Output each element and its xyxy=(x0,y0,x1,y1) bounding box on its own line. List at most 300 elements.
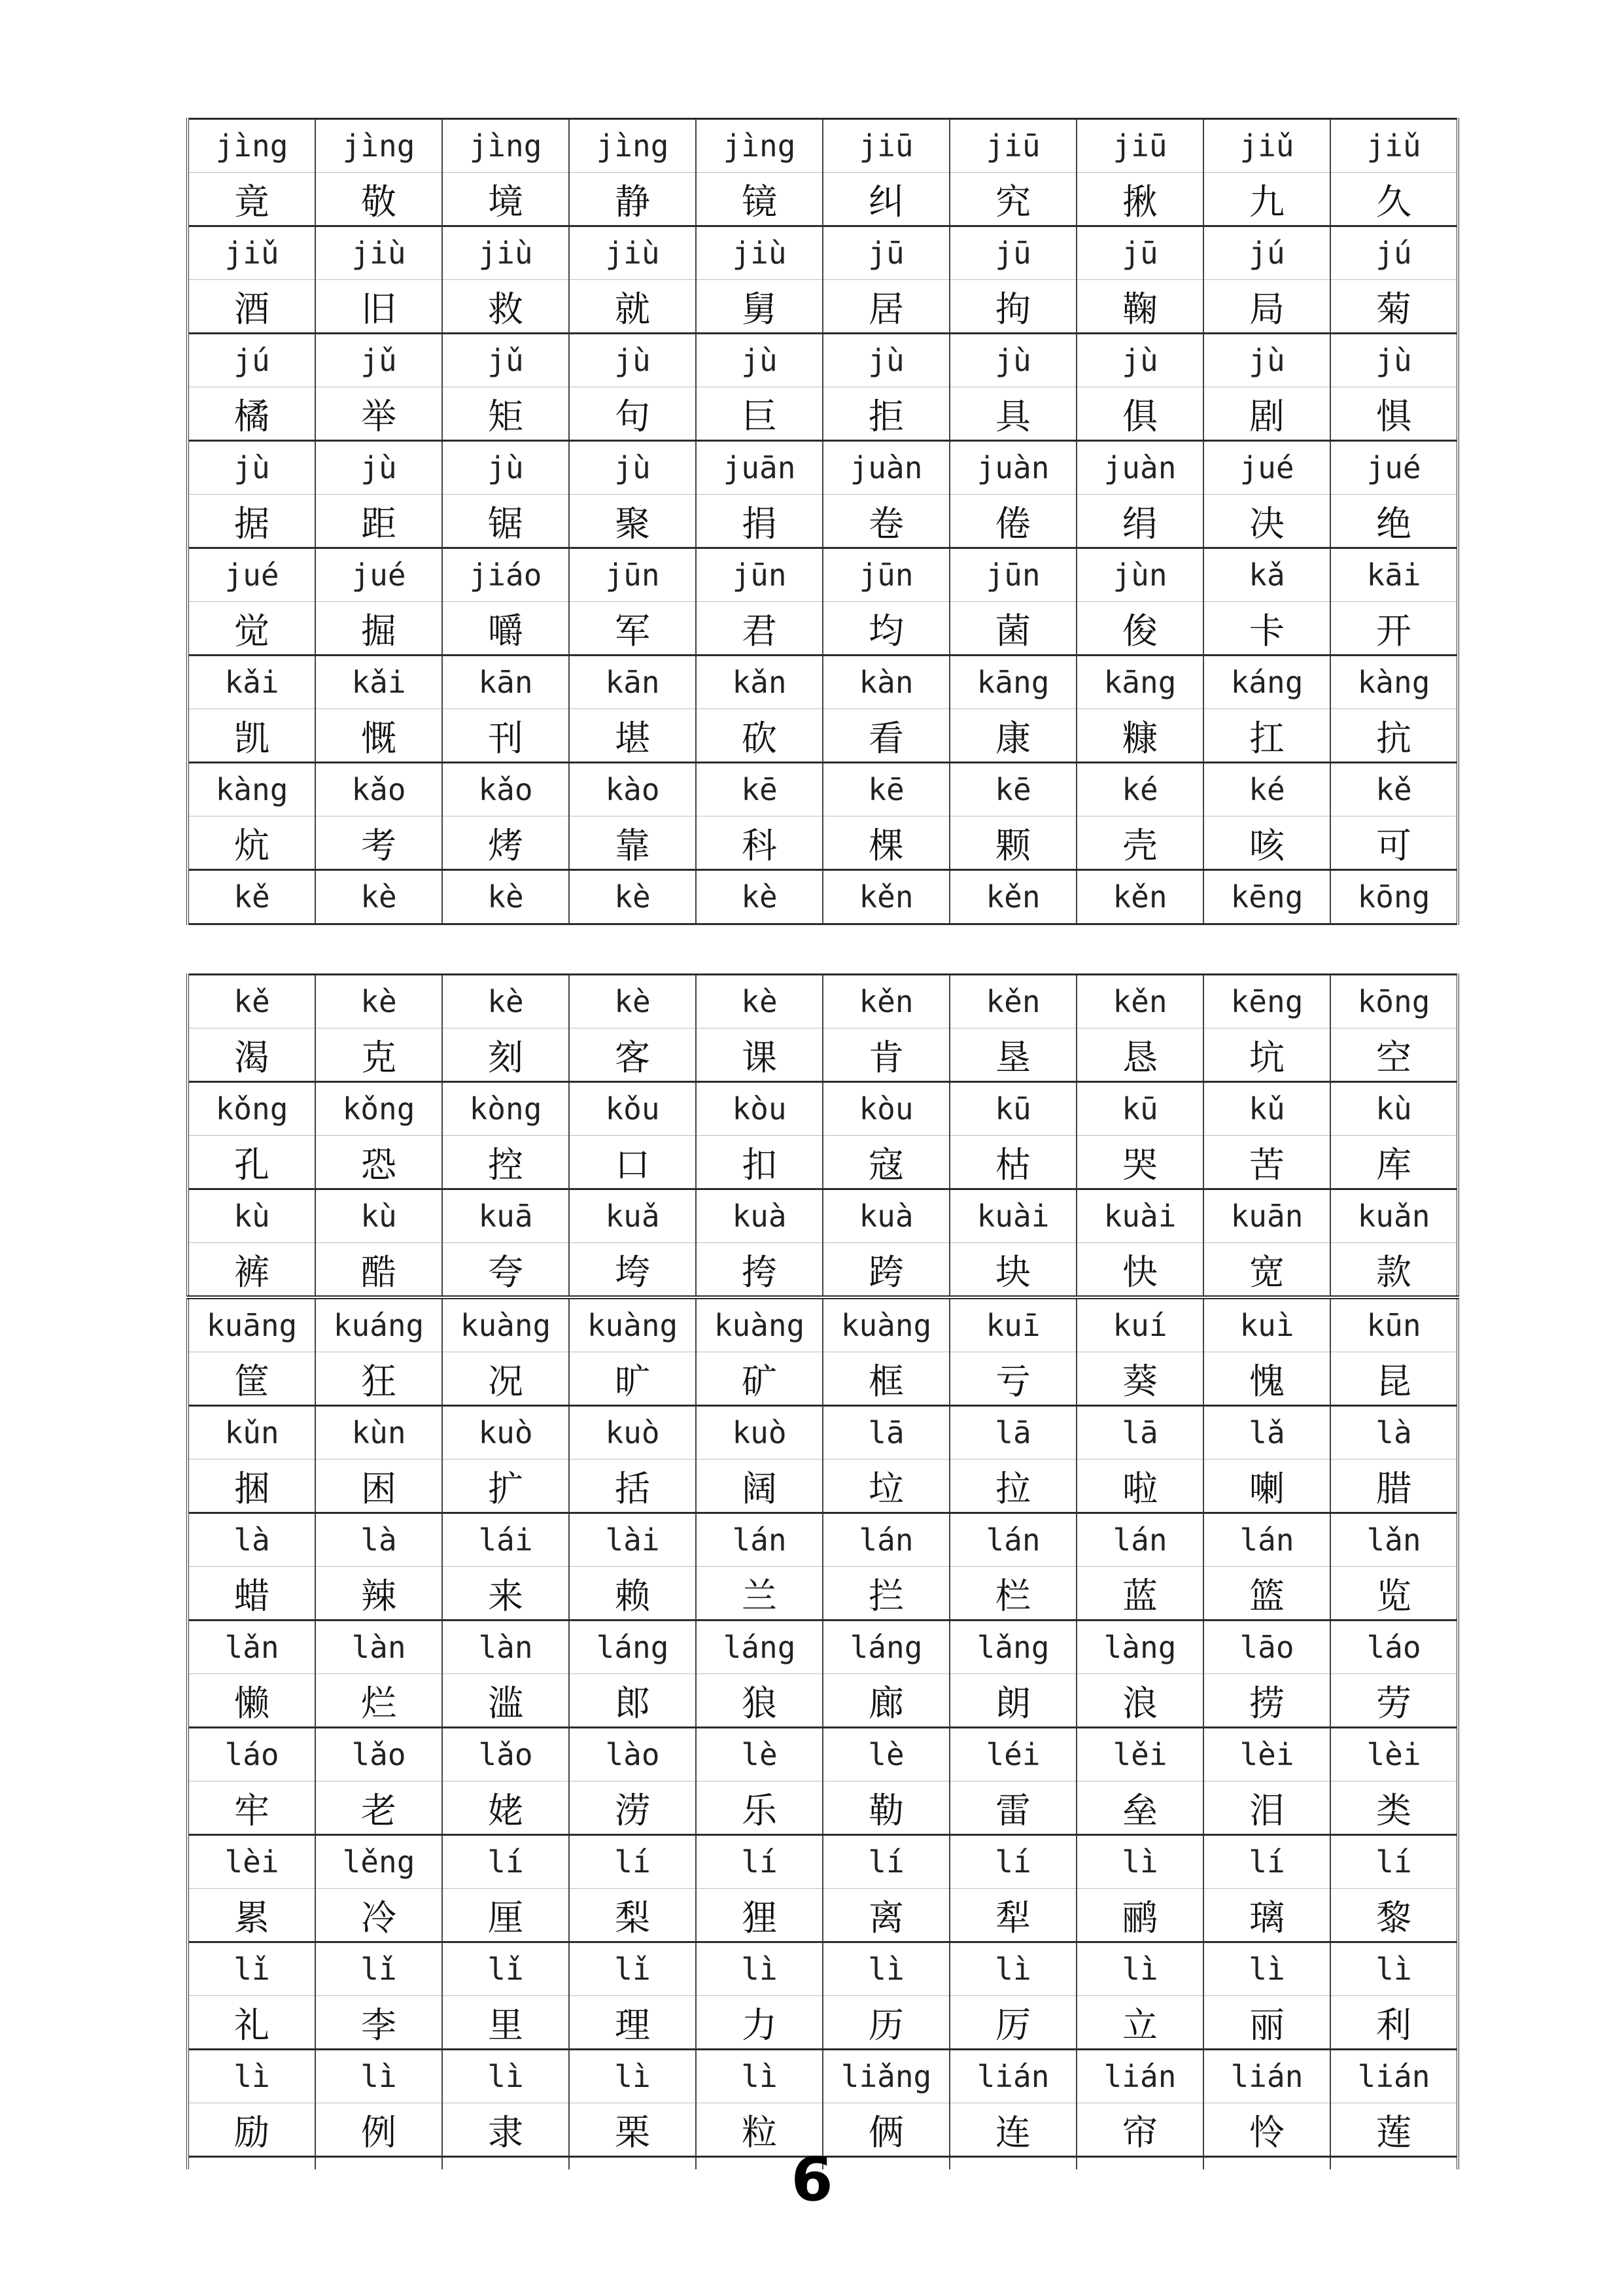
hanzi-cell: 劳 xyxy=(1330,1674,1458,1728)
pinyin-cell: lào xyxy=(569,1728,696,1781)
hanzi-cell: 梨 xyxy=(569,1889,696,1942)
pinyin-cell: kòu xyxy=(696,1082,823,1136)
hanzi-cell: 剧 xyxy=(1203,387,1330,441)
hanzi-row xyxy=(188,1460,1458,1513)
hanzi-cell: 篮 xyxy=(1203,1567,1330,1621)
hanzi-cell: 昆 xyxy=(1330,1352,1458,1406)
hanzi-cell: 犁 xyxy=(950,1889,1077,1942)
pinyin-cell: jiáo xyxy=(442,548,569,602)
pinyin-row xyxy=(188,1406,1458,1460)
pinyin-cell: kùn xyxy=(315,1406,442,1460)
pinyin-cell: jù xyxy=(950,334,1077,387)
pinyin-cell: kuài xyxy=(950,1189,1077,1243)
pinyin-row xyxy=(188,1082,1458,1136)
pinyin-cell: kǒng xyxy=(315,1082,442,1136)
pinyin-cell: jiū xyxy=(950,119,1077,173)
hanzi-cell: 客 xyxy=(569,1028,696,1082)
hanzi-cell: 俱 xyxy=(1077,387,1203,441)
hanzi-cell: 舅 xyxy=(696,280,823,334)
hanzi-cell: 据 xyxy=(188,495,315,548)
hanzi-cell: 卡 xyxy=(1203,602,1330,656)
pinyin-cell: kēng xyxy=(1203,870,1330,924)
pinyin-cell: làng xyxy=(1077,1621,1203,1674)
hanzi-cell: 礼 xyxy=(188,1996,315,2050)
hanzi-cell: 刻 xyxy=(442,1028,569,1082)
pinyin-cell: jú xyxy=(1203,226,1330,280)
pinyin-cell: kāi xyxy=(1330,548,1458,602)
hanzi-cell: 块 xyxy=(950,1243,1077,1298)
pinyin-cell: jù xyxy=(188,441,315,495)
pinyin-cell: jù xyxy=(1077,334,1203,387)
hanzi-cell: 垃 xyxy=(823,1460,950,1513)
pinyin-cell: lǎo xyxy=(315,1728,442,1781)
pinyin-cell: kāng xyxy=(1077,656,1203,709)
hanzi-cell: 啦 xyxy=(1077,1460,1203,1513)
pinyin-cell: kěn xyxy=(1077,870,1203,924)
hanzi-cell: 框 xyxy=(823,1352,950,1406)
hanzi-cell: 君 xyxy=(696,602,823,656)
hanzi-cell: 咳 xyxy=(1203,816,1330,870)
hanzi-cell: 看 xyxy=(823,709,950,763)
pinyin-cell: jù xyxy=(696,334,823,387)
pinyin-cell: lián xyxy=(1203,2050,1330,2103)
hanzi-cell: 励 xyxy=(188,2103,315,2157)
pinyin-row xyxy=(188,1728,1458,1781)
pinyin-cell: jué xyxy=(1330,441,1458,495)
pinyin-row xyxy=(188,441,1458,495)
pinyin-cell: jūn xyxy=(950,548,1077,602)
pinyin-cell: lái xyxy=(442,1513,569,1567)
hanzi-cell: 抗 xyxy=(1330,709,1458,763)
pinyin-row xyxy=(188,1297,1458,1352)
hanzi-cell: 老 xyxy=(315,1781,442,1835)
hanzi-cell: 恐 xyxy=(315,1136,442,1189)
hanzi-cell: 黎 xyxy=(1330,1889,1458,1942)
hanzi-cell: 恳 xyxy=(1077,1028,1203,1082)
hanzi-cell: 类 xyxy=(1330,1781,1458,1835)
pinyin-cell: jūn xyxy=(569,548,696,602)
pinyin-cell: kōng xyxy=(1330,975,1458,1028)
pinyin-cell: kěn xyxy=(1077,975,1203,1028)
hanzi-row xyxy=(188,1889,1458,1942)
pinyin-row xyxy=(188,1835,1458,1889)
pinyin-cell: ké xyxy=(1203,763,1330,816)
pinyin-cell: jūn xyxy=(696,548,823,602)
pinyin-cell: láng xyxy=(696,1621,823,1674)
pinyin-cell: lí xyxy=(442,1835,569,1889)
pinyin-cell: jiù xyxy=(696,226,823,280)
pinyin-cell: kuì xyxy=(1203,1297,1330,1352)
hanzi-cell: 亏 xyxy=(950,1352,1077,1406)
hanzi-cell: 寇 xyxy=(823,1136,950,1189)
pinyin-row xyxy=(188,763,1458,816)
pinyin-cell: kuà xyxy=(696,1189,823,1243)
pinyin-cell: láng xyxy=(569,1621,696,1674)
hanzi-cell: 巨 xyxy=(696,387,823,441)
pinyin-cell: lì xyxy=(1077,1835,1203,1889)
pinyin-cell: kě xyxy=(188,870,315,924)
pinyin-cell: lǐ xyxy=(569,1942,696,1996)
pinyin-cell: lí xyxy=(1330,1835,1458,1889)
pinyin-row xyxy=(188,548,1458,602)
pinyin-cell: lì xyxy=(315,2050,442,2103)
hanzi-cell: 克 xyxy=(315,1028,442,1082)
pinyin-cell: jué xyxy=(188,548,315,602)
pinyin-cell: lì xyxy=(1203,1942,1330,1996)
pinyin-cell: kuàng xyxy=(696,1297,823,1352)
pinyin-cell: kuàng xyxy=(569,1297,696,1352)
pinyin-cell: kuāng xyxy=(188,1297,315,1352)
pinyin-row xyxy=(188,870,1458,924)
hanzi-cell: 绝 xyxy=(1330,495,1458,548)
pinyin-cell: kǔn xyxy=(188,1406,315,1460)
pinyin-cell: láo xyxy=(1330,1621,1458,1674)
pinyin-cell: kè xyxy=(569,975,696,1028)
hanzi-cell: 览 xyxy=(1330,1567,1458,1621)
hanzi-cell: 狼 xyxy=(696,1674,823,1728)
hanzi-cell: 腊 xyxy=(1330,1460,1458,1513)
hanzi-cell: 冷 xyxy=(315,1889,442,1942)
pinyin-cell: lè xyxy=(696,1728,823,1781)
hanzi-cell: 鹂 xyxy=(1077,1889,1203,1942)
hanzi-row xyxy=(188,1243,1458,1298)
pinyin-cell: ké xyxy=(1077,763,1203,816)
hanzi-cell: 况 xyxy=(442,1352,569,1406)
pinyin-cell: jìng xyxy=(188,119,315,173)
pinyin-row xyxy=(188,1621,1458,1674)
pinyin-cell: lí xyxy=(696,1835,823,1889)
pinyin-cell: juàn xyxy=(1077,441,1203,495)
hanzi-cell: 举 xyxy=(315,387,442,441)
hanzi-cell: 括 xyxy=(569,1460,696,1513)
pinyin-cell: kēng xyxy=(1203,975,1330,1028)
pinyin-cell: kù xyxy=(315,1189,442,1243)
hanzi-cell: 姥 xyxy=(442,1781,569,1835)
hanzi-cell: 勒 xyxy=(823,1781,950,1835)
hanzi-cell: 鞠 xyxy=(1077,280,1203,334)
hanzi-cell: 惧 xyxy=(1330,387,1458,441)
pinyin-cell: jiù xyxy=(315,226,442,280)
hanzi-cell: 力 xyxy=(696,1996,823,2050)
hanzi-cell: 连 xyxy=(950,2103,1077,2157)
pinyin-cell: jǔ xyxy=(442,334,569,387)
hanzi-cell: 开 xyxy=(1330,602,1458,656)
pinyin-cell: kuò xyxy=(569,1406,696,1460)
pinyin-cell: jiù xyxy=(442,226,569,280)
hanzi-cell: 来 xyxy=(442,1567,569,1621)
hanzi-cell: 蓝 xyxy=(1077,1567,1203,1621)
pinyin-cell: jū xyxy=(1077,226,1203,280)
pinyin-cell: jiù xyxy=(569,226,696,280)
hanzi-cell: 糠 xyxy=(1077,709,1203,763)
pinyin-cell: kuí xyxy=(1077,1297,1203,1352)
hanzi-row xyxy=(188,709,1458,763)
pinyin-cell: lì xyxy=(696,2050,823,2103)
pinyin-cell: là xyxy=(1330,1406,1458,1460)
hanzi-cell: 嚼 xyxy=(442,602,569,656)
pinyin-cell: lèi xyxy=(1330,1728,1458,1781)
hanzi-row xyxy=(188,387,1458,441)
hanzi-row xyxy=(188,1028,1458,1082)
pinyin-cell: jù xyxy=(569,441,696,495)
pinyin-cell: kǒu xyxy=(569,1082,696,1136)
pinyin-cell: jū xyxy=(950,226,1077,280)
pinyin-cell: jūn xyxy=(823,548,950,602)
hanzi-cell: 距 xyxy=(315,495,442,548)
hanzi-cell: 酷 xyxy=(315,1243,442,1298)
pinyin-cell: kòu xyxy=(823,1082,950,1136)
hanzi-cell: 懒 xyxy=(188,1674,315,1728)
hanzi-row xyxy=(188,495,1458,548)
pinyin-cell: jiū xyxy=(823,119,950,173)
hanzi-cell: 烂 xyxy=(315,1674,442,1728)
pinyin-cell: jù xyxy=(1330,334,1458,387)
hanzi-cell: 菌 xyxy=(950,602,1077,656)
hanzi-cell: 俩 xyxy=(823,2103,950,2157)
hanzi-cell: 葵 xyxy=(1077,1352,1203,1406)
hanzi-cell: 孔 xyxy=(188,1136,315,1189)
pinyin-cell: láng xyxy=(823,1621,950,1674)
page-number: 6 xyxy=(791,2145,833,2215)
pinyin-cell: lì xyxy=(950,1942,1077,1996)
hanzi-cell: 具 xyxy=(950,387,1077,441)
hanzi-cell: 挎 xyxy=(696,1243,823,1298)
pinyin-cell: kuò xyxy=(442,1406,569,1460)
hanzi-cell: 快 xyxy=(1077,1243,1203,1298)
pinyin-row xyxy=(188,334,1458,387)
hanzi-cell: 倦 xyxy=(950,495,1077,548)
pinyin-cell: kǎi xyxy=(315,656,442,709)
pinyin-cell: kù xyxy=(1330,1082,1458,1136)
hanzi-cell: 渴 xyxy=(188,1028,315,1082)
pinyin-cell: lā xyxy=(1077,1406,1203,1460)
pinyin-cell: lián xyxy=(1330,2050,1458,2103)
hanzi-cell: 滥 xyxy=(442,1674,569,1728)
hanzi-cell: 旧 xyxy=(315,280,442,334)
hanzi-cell: 考 xyxy=(315,816,442,870)
hanzi-cell: 喇 xyxy=(1203,1460,1330,1513)
hanzi-cell: 愧 xyxy=(1203,1352,1330,1406)
hanzi-cell: 辣 xyxy=(315,1567,442,1621)
hanzi-cell: 理 xyxy=(569,1996,696,2050)
hanzi-cell: 拦 xyxy=(823,1567,950,1621)
hanzi-cell: 境 xyxy=(442,173,569,226)
hanzi-cell: 栗 xyxy=(569,2103,696,2157)
hanzi-cell: 烤 xyxy=(442,816,569,870)
hanzi-cell: 乐 xyxy=(696,1781,823,1835)
pinyin-cell: lè xyxy=(823,1728,950,1781)
hanzi-cell: 款 xyxy=(1330,1243,1458,1298)
pinyin-cell: kuà xyxy=(823,1189,950,1243)
hanzi-cell: 捞 xyxy=(1203,1674,1330,1728)
hanzi-cell: 课 xyxy=(696,1028,823,1082)
pinyin-cell: lěng xyxy=(315,1835,442,1889)
hanzi-cell: 裤 xyxy=(188,1243,315,1298)
hanzi-cell: 粒 xyxy=(696,2103,823,2157)
pinyin-cell: kuò xyxy=(696,1406,823,1460)
hanzi-cell: 揪 xyxy=(1077,173,1203,226)
hanzi-cell: 帘 xyxy=(1077,2103,1203,2157)
pinyin-cell: kē xyxy=(823,763,950,816)
pinyin-cell: lā xyxy=(950,1406,1077,1460)
pinyin-cell: jú xyxy=(1330,226,1458,280)
pinyin-cell: kào xyxy=(569,763,696,816)
pinyin-cell: lì xyxy=(442,2050,569,2103)
hanzi-cell: 就 xyxy=(569,280,696,334)
hanzi-cell: 纠 xyxy=(823,173,950,226)
hanzi-cell: 居 xyxy=(823,280,950,334)
hanzi-cell: 绢 xyxy=(1077,495,1203,548)
hanzi-cell: 颗 xyxy=(950,816,1077,870)
pinyin-cell: jué xyxy=(1203,441,1330,495)
hanzi-cell: 郎 xyxy=(569,1674,696,1728)
hanzi-cell: 捆 xyxy=(188,1460,315,1513)
hanzi-cell: 久 xyxy=(1330,173,1458,226)
hanzi-cell: 卷 xyxy=(823,495,950,548)
hanzi-cell: 俊 xyxy=(1077,602,1203,656)
hanzi-cell: 筐 xyxy=(188,1352,315,1406)
pinyin-cell: kuàng xyxy=(823,1297,950,1352)
pinyin-cell: kǎn xyxy=(696,656,823,709)
pinyin-cell: lài xyxy=(569,1513,696,1567)
pinyin-cell: kǔ xyxy=(1203,1082,1330,1136)
hanzi-cell: 隶 xyxy=(442,2103,569,2157)
pinyin-table-1 xyxy=(186,118,1459,925)
pinyin-cell: kuān xyxy=(1203,1189,1330,1243)
hanzi-cell: 堪 xyxy=(569,709,696,763)
hanzi-cell: 离 xyxy=(823,1889,950,1942)
pinyin-row xyxy=(188,1513,1458,1567)
hanzi-cell: 栏 xyxy=(950,1567,1077,1621)
hanzi-cell: 刊 xyxy=(442,709,569,763)
hanzi-cell: 局 xyxy=(1203,280,1330,334)
pinyin-cell: lǎn xyxy=(1330,1513,1458,1567)
pinyin-cell: jìng xyxy=(315,119,442,173)
pinyin-row xyxy=(188,226,1458,280)
pinyin-cell: jiǔ xyxy=(1330,119,1458,173)
pinyin-cell: kěn xyxy=(950,975,1077,1028)
pinyin-cell: lǐ xyxy=(188,1942,315,1996)
hanzi-cell: 垦 xyxy=(950,1028,1077,1082)
hanzi-cell: 靠 xyxy=(569,816,696,870)
pinyin-cell: kù xyxy=(188,1189,315,1243)
hanzi-cell: 夸 xyxy=(442,1243,569,1298)
pinyin-cell: kān xyxy=(569,656,696,709)
pinyin-cell: kàng xyxy=(1330,656,1458,709)
pinyin-cell: kuǎ xyxy=(569,1189,696,1243)
pinyin-cell: lí xyxy=(1203,1835,1330,1889)
pinyin-cell: kěn xyxy=(823,975,950,1028)
pinyin-cell: kě xyxy=(188,975,315,1028)
pinyin-cell: lí xyxy=(823,1835,950,1889)
pinyin-cell: kū xyxy=(950,1082,1077,1136)
hanzi-cell: 泪 xyxy=(1203,1781,1330,1835)
hanzi-cell: 科 xyxy=(696,816,823,870)
pinyin-cell: jìng xyxy=(696,119,823,173)
hanzi-cell: 镜 xyxy=(696,173,823,226)
pinyin-cell: lì xyxy=(569,2050,696,2103)
hanzi-cell: 静 xyxy=(569,173,696,226)
hanzi-cell: 决 xyxy=(1203,495,1330,548)
hanzi-cell: 控 xyxy=(442,1136,569,1189)
pinyin-cell: jǔ xyxy=(315,334,442,387)
pinyin-cell: kàn xyxy=(823,656,950,709)
hanzi-cell: 究 xyxy=(950,173,1077,226)
pinyin-cell: kàng xyxy=(188,763,315,816)
pinyin-cell: lǎn xyxy=(188,1621,315,1674)
pinyin-cell: káng xyxy=(1203,656,1330,709)
pinyin-cell: kè xyxy=(315,870,442,924)
hanzi-cell: 狂 xyxy=(315,1352,442,1406)
pinyin-cell: jū xyxy=(823,226,950,280)
pinyin-row xyxy=(188,1189,1458,1243)
pinyin-cell: lì xyxy=(1077,1942,1203,1996)
pinyin-cell: lǎo xyxy=(442,1728,569,1781)
hanzi-cell: 兰 xyxy=(696,1567,823,1621)
pinyin-cell: kě xyxy=(1330,763,1458,816)
hanzi-cell: 军 xyxy=(569,602,696,656)
hanzi-cell: 捐 xyxy=(696,495,823,548)
pinyin-row xyxy=(188,2050,1458,2103)
pinyin-table-2 xyxy=(186,973,1459,2169)
hanzi-cell: 莲 xyxy=(1330,2103,1458,2157)
hanzi-cell: 砍 xyxy=(696,709,823,763)
hanzi-cell: 雷 xyxy=(950,1781,1077,1835)
hanzi-cell: 可 xyxy=(1330,816,1458,870)
pinyin-cell: jù xyxy=(569,334,696,387)
hanzi-cell: 宽 xyxy=(1203,1243,1330,1298)
pinyin-row xyxy=(188,656,1458,709)
pinyin-cell: là xyxy=(315,1513,442,1567)
pinyin-cell: lèi xyxy=(1203,1728,1330,1781)
hanzi-row xyxy=(188,1567,1458,1621)
hanzi-cell: 肯 xyxy=(823,1028,950,1082)
pinyin-cell: jiū xyxy=(1077,119,1203,173)
pinyin-cell: kǒng xyxy=(188,1082,315,1136)
pinyin-cell: jù xyxy=(442,441,569,495)
pinyin-cell: lán xyxy=(1203,1513,1330,1567)
pinyin-cell: kè xyxy=(442,870,569,924)
hanzi-cell: 坑 xyxy=(1203,1028,1330,1082)
pinyin-cell: kǎi xyxy=(188,656,315,709)
hanzi-cell: 扛 xyxy=(1203,709,1330,763)
pinyin-cell: lāo xyxy=(1203,1621,1330,1674)
hanzi-cell: 垒 xyxy=(1077,1781,1203,1835)
pinyin-cell: lián xyxy=(1077,2050,1203,2103)
pinyin-cell: lā xyxy=(823,1406,950,1460)
hanzi-cell: 涝 xyxy=(569,1781,696,1835)
pinyin-cell: kè xyxy=(315,975,442,1028)
pinyin-cell: lí xyxy=(569,1835,696,1889)
hanzi-row xyxy=(188,173,1458,226)
pinyin-cell: lǐ xyxy=(315,1942,442,1996)
hanzi-cell: 酒 xyxy=(188,280,315,334)
hanzi-cell: 厉 xyxy=(950,1996,1077,2050)
pinyin-cell: kuáng xyxy=(315,1297,442,1352)
pinyin-cell: lián xyxy=(950,2050,1077,2103)
pinyin-cell: kuā xyxy=(442,1189,569,1243)
hanzi-cell: 牢 xyxy=(188,1781,315,1835)
pinyin-cell: juàn xyxy=(823,441,950,495)
pinyin-cell: lěi xyxy=(1077,1728,1203,1781)
hanzi-cell: 例 xyxy=(315,2103,442,2157)
hanzi-cell: 历 xyxy=(823,1996,950,2050)
hanzi-cell: 怜 xyxy=(1203,2103,1330,2157)
hanzi-cell: 锯 xyxy=(442,495,569,548)
pinyin-cell: kuī xyxy=(950,1297,1077,1352)
hanzi-cell: 九 xyxy=(1203,173,1330,226)
hanzi-cell: 扩 xyxy=(442,1460,569,1513)
